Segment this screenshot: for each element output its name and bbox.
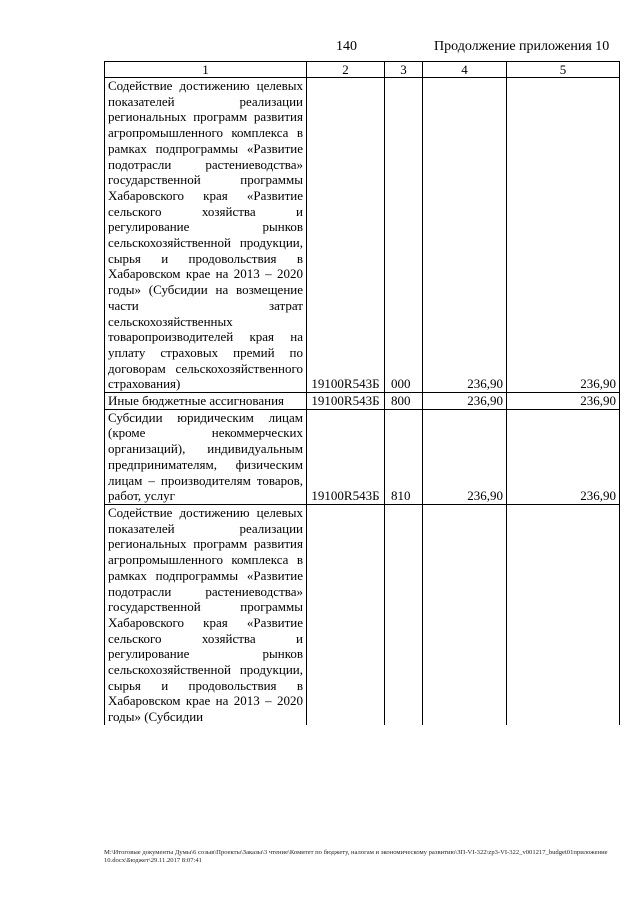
row-amount-1 [423,504,507,724]
row-target-code: 19100R543Б [307,409,385,504]
row-amount-2 [507,504,620,724]
row-target-code: 19100R543Б [307,78,385,393]
row-target-code: 19100R543Б [307,393,385,410]
table-row [105,393,620,410]
column-header-3: 3 [385,62,423,78]
table-row [105,504,620,724]
row-expense-type: 810 [385,409,423,504]
row-description: Содействие достижению целевых показателей реализации региональных программ развития агропромышленного комплекса в рамках подпрограммы «Развитие подотрасли растениеводства» государственной программы Хабаровского края «Развитие сельского хозяйства и регулирование рынков сельскохозяйственной продукции, сырья и продовольствия в Хабаровском крае на 2013 – 2020 годы» (Субсидии [105,504,307,724]
page-number: 140 [336,39,357,54]
row-amount-2: 236,90 [507,393,620,410]
row-expense-type: 800 [385,393,423,410]
row-amount-2: 236,90 [507,78,620,393]
row-expense-type [385,504,423,724]
table-header-row [105,62,620,78]
column-header-2: 2 [307,62,385,78]
column-header-5: 5 [507,62,620,78]
row-target-code [307,504,385,724]
continuation-caption: Продолжение приложения 10 [434,39,610,54]
row-amount-1: 236,90 [423,409,507,504]
row-amount-1: 236,90 [423,393,507,410]
column-header-4: 4 [423,62,507,78]
row-description: Субсидии юридическим лицам (кроме некоммерческих организаций), индивидуальным предпринимателям, физическим лицам – производителям товаров, работ, услуг [105,409,307,504]
column-header-1: 1 [105,62,307,78]
row-expense-type: 000 [385,78,423,393]
document-path-footer: М:\Итоговые документы Думы\6 созыв\Проекты\Заказы\3 чтение\Комитет по бюджету, налогам и экономическому развитию\ЗП-VI-322\zp3-VI-322_v001217_budget01приложение 10.docx\Бюджет\29.11.2017 8:07:41 [104,849,608,864]
row-description: Содействие достижению целевых показателей реализации региональных программ развития агропромышленного комплекса в рамках подпрограммы «Развитие подотрасли растениеводства» государственной программы Хабаровского края «Развитие сельского хозяйства и регулирование рынков сельскохозяйственной продукции, сырья и продовольствия в Хабаровском крае на 2013 – 2020 годы» (Субсидии на возмещение части затрат сельскохозяйственных товаропроизводителей края на уплату страховых премий по договорам сельскохозяйственного страхования) [105,78,307,393]
table-row [105,78,620,393]
table-row [105,409,620,504]
row-description: Иные бюджетные ассигнования [105,393,307,410]
row-amount-1: 236,90 [423,78,507,393]
budget-table [104,61,620,725]
row-amount-2: 236,90 [507,409,620,504]
